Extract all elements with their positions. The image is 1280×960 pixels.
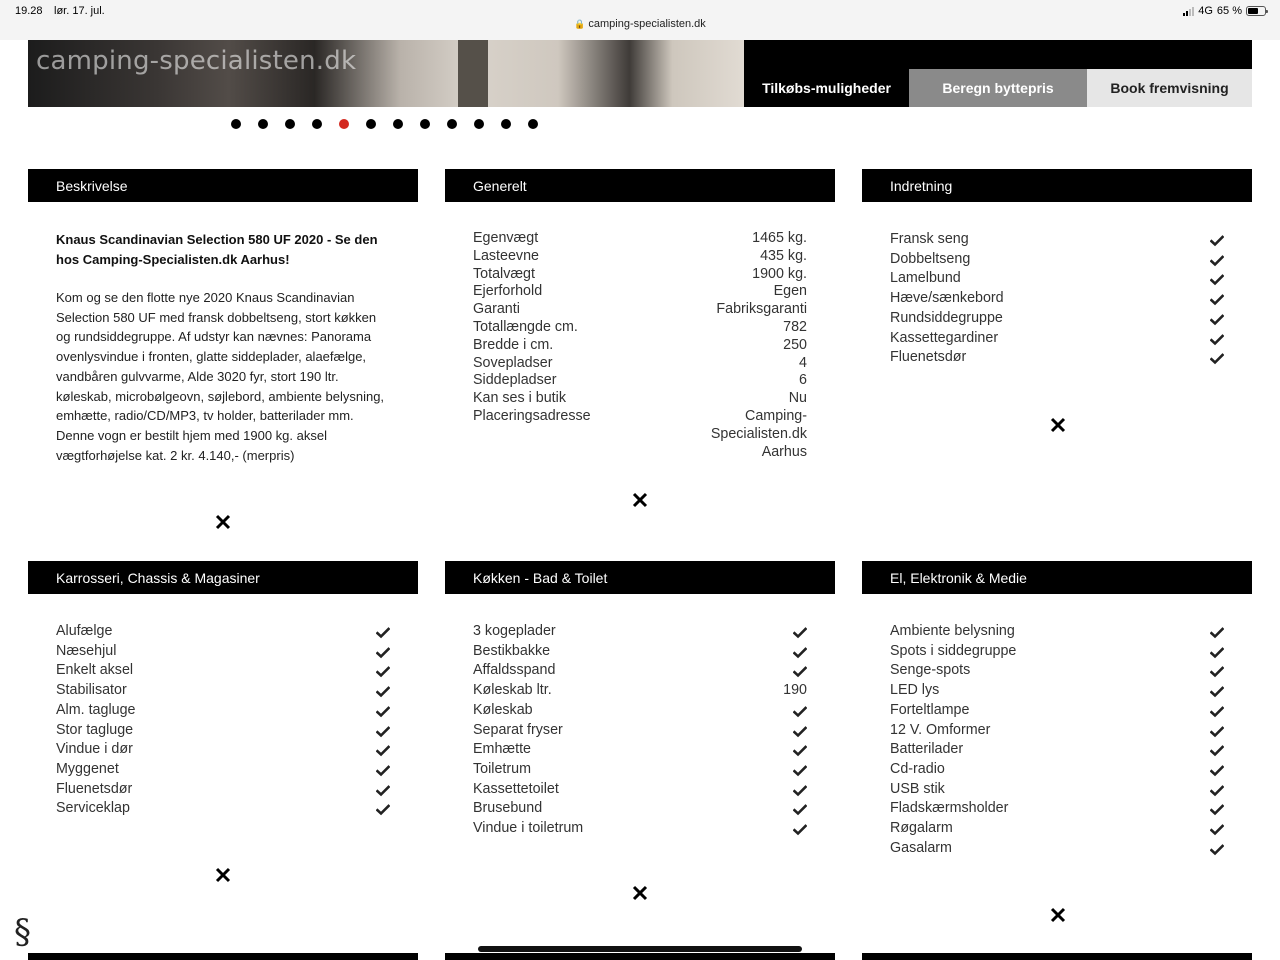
check-icon (1210, 744, 1224, 756)
check-icon (793, 705, 807, 717)
item-value: Egen (773, 283, 807, 300)
check-icon (376, 705, 390, 717)
check-icon (793, 626, 807, 638)
list-item (473, 622, 807, 642)
general-list (473, 230, 807, 461)
item-label: Lasteevne (473, 247, 539, 264)
list-item (890, 760, 1224, 780)
item-label: Køleskab ltr. (473, 682, 552, 699)
item-label: Siddepladser (473, 372, 557, 389)
list-item (473, 248, 807, 266)
list-item (473, 337, 807, 355)
carousel-dot[interactable] (258, 119, 268, 129)
list-item (56, 721, 390, 741)
item-label: Dobbeltseng (890, 250, 971, 267)
check-icon (793, 665, 807, 677)
item-label: Emhætte (473, 741, 532, 758)
item-label: Enkelt aksel (56, 662, 134, 679)
list-item (473, 301, 807, 319)
image-detail (458, 40, 488, 107)
list-item (473, 642, 807, 662)
check-icon (793, 725, 807, 737)
list-item (473, 230, 807, 248)
check-icon (376, 764, 390, 776)
list-item (473, 760, 807, 780)
interior-list (890, 230, 1224, 368)
close-icon[interactable] (215, 867, 231, 883)
list-item (473, 319, 807, 337)
list-item (473, 661, 807, 681)
next-card-header (445, 953, 835, 960)
item-label: Ejerforhold (473, 283, 543, 300)
list-item (473, 372, 807, 390)
check-icon (1210, 254, 1224, 266)
item-label: Kassettegardiner (890, 329, 999, 346)
item-value: 1465 kg. (752, 230, 807, 246)
check-icon (1210, 764, 1224, 776)
status-time: 19.28 (15, 5, 43, 17)
check-icon (1210, 333, 1224, 345)
item-value: 190 (783, 682, 807, 699)
item-label: Affaldsspand (473, 662, 556, 679)
item-label: Forteltlampe (890, 701, 970, 718)
list-item (56, 740, 390, 760)
list-item (56, 622, 390, 642)
kitchen-list (473, 622, 807, 839)
card-interior (862, 169, 1252, 368)
check-icon (1210, 803, 1224, 815)
check-icon (1210, 313, 1224, 325)
carousel-dot[interactable] (393, 119, 403, 129)
item-value: 6 (799, 372, 807, 389)
list-item (473, 390, 807, 408)
list-item (890, 721, 1224, 741)
item-label: Alufælge (56, 623, 113, 639)
next-card-header (28, 953, 418, 960)
lock-icon: 🔒 (574, 19, 586, 29)
close-icon[interactable] (632, 492, 648, 508)
list-item (890, 289, 1224, 309)
item-label: Fransk seng (890, 231, 969, 247)
list-item (890, 740, 1224, 760)
item-label: 3 kogeplader (473, 623, 556, 639)
list-item (890, 642, 1224, 662)
list-item (890, 661, 1224, 681)
list-item (56, 799, 390, 819)
status-date: lør. 17. jul. (54, 5, 105, 17)
list-item (473, 780, 807, 800)
check-icon (376, 744, 390, 756)
tab-beregn-byttepris[interactable]: Beregn byttepris (909, 69, 1087, 107)
item-label: Vindue i toiletrum (473, 820, 584, 837)
list-item (890, 348, 1224, 368)
item-value: 782 (783, 318, 807, 335)
list-item (473, 799, 807, 819)
next-card-header (862, 953, 1252, 960)
item-label: Næsehjul (56, 642, 117, 659)
item-label: Stabilisator (56, 682, 127, 699)
item-label: Fluenetsdør (890, 349, 967, 366)
check-icon (793, 823, 807, 835)
close-icon[interactable] (632, 885, 648, 901)
description-lead: Knaus Scandinavian Selection 580 UF 2020 - Se den hos Camping-Specialisten.dk Aarhus! (56, 232, 378, 267)
check-icon (1210, 293, 1224, 305)
section-sign-icon[interactable]: § (14, 912, 31, 952)
item-label: 12 V. Omformer (890, 721, 991, 738)
check-icon (1210, 784, 1224, 796)
list-item (473, 701, 807, 721)
check-icon (376, 646, 390, 658)
item-label: Senge-spots (890, 662, 971, 679)
check-icon (376, 725, 390, 737)
carousel-dot[interactable] (285, 119, 295, 129)
list-item (890, 230, 1224, 250)
item-label: Bredde i cm. (473, 336, 554, 353)
carousel-dot[interactable] (528, 119, 538, 129)
list-item (473, 408, 807, 461)
item-label: Sovepladser (473, 354, 553, 371)
status-right (1183, 5, 1266, 17)
check-icon (793, 744, 807, 756)
list-item (890, 309, 1224, 329)
item-label: Cd-radio (890, 760, 945, 777)
signal-icon (1183, 7, 1194, 16)
check-icon (1210, 665, 1224, 677)
card-body-chassis (28, 561, 418, 819)
check-icon (1210, 273, 1224, 285)
item-label: Vindue i dør (56, 741, 133, 758)
carousel-dots (231, 119, 538, 129)
check-icon (376, 685, 390, 697)
item-label: Ambiente belysning (890, 623, 1015, 639)
carousel-dot[interactable] (366, 119, 376, 129)
list-item (890, 269, 1224, 289)
close-icon[interactable] (1050, 907, 1066, 923)
item-value: 250 (783, 336, 807, 353)
list-item (473, 283, 807, 301)
item-label: Toiletrum (473, 760, 531, 777)
item-label: Spots i siddegruppe (890, 642, 1017, 659)
item-label: Totallængde cm. (473, 318, 578, 335)
hero-panel (744, 40, 1252, 69)
list-item (56, 681, 390, 701)
carousel-dot[interactable] (312, 119, 322, 129)
image-watermark: camping-specialisten.dk (36, 46, 357, 76)
list-item (890, 681, 1224, 701)
check-icon (376, 626, 390, 638)
list-item (56, 661, 390, 681)
check-icon (1210, 685, 1224, 697)
status-bar (0, 0, 1280, 40)
list-item (890, 799, 1224, 819)
item-label: Fluenetsdør (56, 780, 133, 797)
check-icon (793, 803, 807, 815)
action-tabs (744, 69, 1252, 107)
body-list (56, 622, 390, 819)
address-url: camping-specialisten.dk (588, 18, 706, 30)
item-label: Fladskærmsholder (890, 800, 1009, 817)
list-item (890, 839, 1224, 859)
card-title: El, Elektronik & Medie (862, 561, 1252, 594)
description-text: Kom og se den flotte nye 2020 Knaus Scandinavian Selection 580 UF med fransk dobbeltseng, stort køkken og rundsiddegruppe. Af udstyr kan nævnes: Panorama ovenlysvindue i fronten, glatte siddeplader, alaefælge, vandbåren gulvvarme, Alde 3020 fyr, stort 190 ltr. køleskab, microbølgeovn, søjlebord, ambiente belysning, emhætte, radio/CD/MP3, tv holder, batterilader mm. Denne vogn er bestilt hjem med 1900 kg. aksel vægtforhøjelse kat. 2 kr. 4.140,- (merpris) (56, 290, 385, 463)
check-icon (793, 764, 807, 776)
item-label: Bestikbakke (473, 642, 551, 659)
item-label: Myggenet (56, 760, 119, 777)
battery-icon (1246, 6, 1266, 16)
item-label: Gasalarm (890, 839, 952, 856)
home-indicator[interactable] (478, 946, 802, 952)
list-item (56, 701, 390, 721)
list-item (890, 329, 1224, 349)
item-label: Hæve/sænkebord (890, 290, 1004, 307)
item-label: LED lys (890, 682, 940, 699)
item-label: Røgalarm (890, 820, 953, 837)
card-electronics (862, 561, 1252, 858)
check-icon (793, 646, 807, 658)
item-label: Stor tagluge (56, 721, 134, 738)
network-label: 4G (1198, 5, 1213, 17)
vehicle-image[interactable] (28, 40, 744, 107)
carousel-dot[interactable] (447, 119, 457, 129)
check-icon (376, 665, 390, 677)
tab-book-fremvisning[interactable]: Book fremvisning (1087, 69, 1252, 107)
item-value: Camping- Specialisten.dk Aarhus (710, 407, 807, 460)
check-icon (1210, 646, 1224, 658)
list-item (56, 642, 390, 662)
list-item (473, 819, 807, 839)
item-value: 1900 kg. (752, 265, 807, 282)
check-icon (793, 784, 807, 796)
close-icon[interactable] (215, 514, 231, 530)
check-icon (376, 803, 390, 815)
item-label: Placeringsadresse (473, 407, 591, 424)
check-icon (1210, 725, 1224, 737)
tab-tilkoebs-muligheder[interactable]: Tilkøbs-muligheder (744, 69, 909, 107)
carousel-dot[interactable] (420, 119, 430, 129)
item-label: Kan ses i butik (473, 390, 566, 407)
item-label: Egenvægt (473, 230, 539, 246)
list-item (473, 740, 807, 760)
check-icon (1210, 626, 1224, 638)
item-label: Alm. tagluge (56, 701, 136, 718)
carousel-dot[interactable] (231, 119, 241, 129)
item-label: Serviceklap (56, 800, 130, 817)
check-icon (1210, 352, 1224, 364)
check-icon (1210, 705, 1224, 717)
item-label: Brusebund (473, 800, 543, 817)
item-label: USB stik (890, 780, 945, 797)
item-value: Fabriksgaranti (716, 301, 807, 318)
check-icon (376, 784, 390, 796)
list-item (890, 622, 1224, 642)
check-icon (1210, 843, 1224, 855)
item-label: Lamelbund (890, 270, 961, 287)
electronics-list (890, 622, 1224, 858)
check-icon (1210, 234, 1224, 246)
list-item (473, 266, 807, 284)
card-title: Generelt (445, 169, 835, 202)
card-title: Karrosseri, Chassis & Magasiner (28, 561, 418, 594)
card-description (28, 169, 418, 465)
list-item (473, 355, 807, 373)
item-label: Køleskab (473, 701, 533, 718)
battery-label: 65 % (1216, 5, 1242, 17)
check-icon (1210, 823, 1224, 835)
list-item (890, 250, 1224, 270)
item-value: 4 (799, 354, 807, 371)
card-title: Beskrivelse (28, 169, 418, 202)
item-label: Rundsiddegruppe (890, 309, 1003, 326)
carousel-dot[interactable] (501, 119, 511, 129)
list-item (890, 780, 1224, 800)
list-item (56, 760, 390, 780)
card-general (445, 169, 835, 461)
list-item (890, 701, 1224, 721)
item-label: Garanti (473, 301, 520, 318)
card-kitchen (445, 561, 835, 839)
card-title: Indretning (862, 169, 1252, 202)
carousel-dot[interactable] (474, 119, 484, 129)
item-value: 435 kg. (760, 247, 807, 264)
item-label: Batterilader (890, 741, 964, 758)
item-value: Nu (788, 390, 807, 407)
list-item (473, 681, 807, 701)
close-icon[interactable] (1050, 417, 1066, 433)
item-label: Separat fryser (473, 721, 563, 738)
list-item (56, 780, 390, 800)
list-item (473, 721, 807, 741)
address-bar[interactable] (0, 18, 1280, 30)
item-label: Totalvægt (473, 265, 535, 282)
item-label: Kassettetoilet (473, 780, 559, 797)
carousel-dot[interactable] (339, 119, 349, 129)
card-title: Køkken - Bad & Toilet (445, 561, 835, 594)
list-item (890, 819, 1224, 839)
